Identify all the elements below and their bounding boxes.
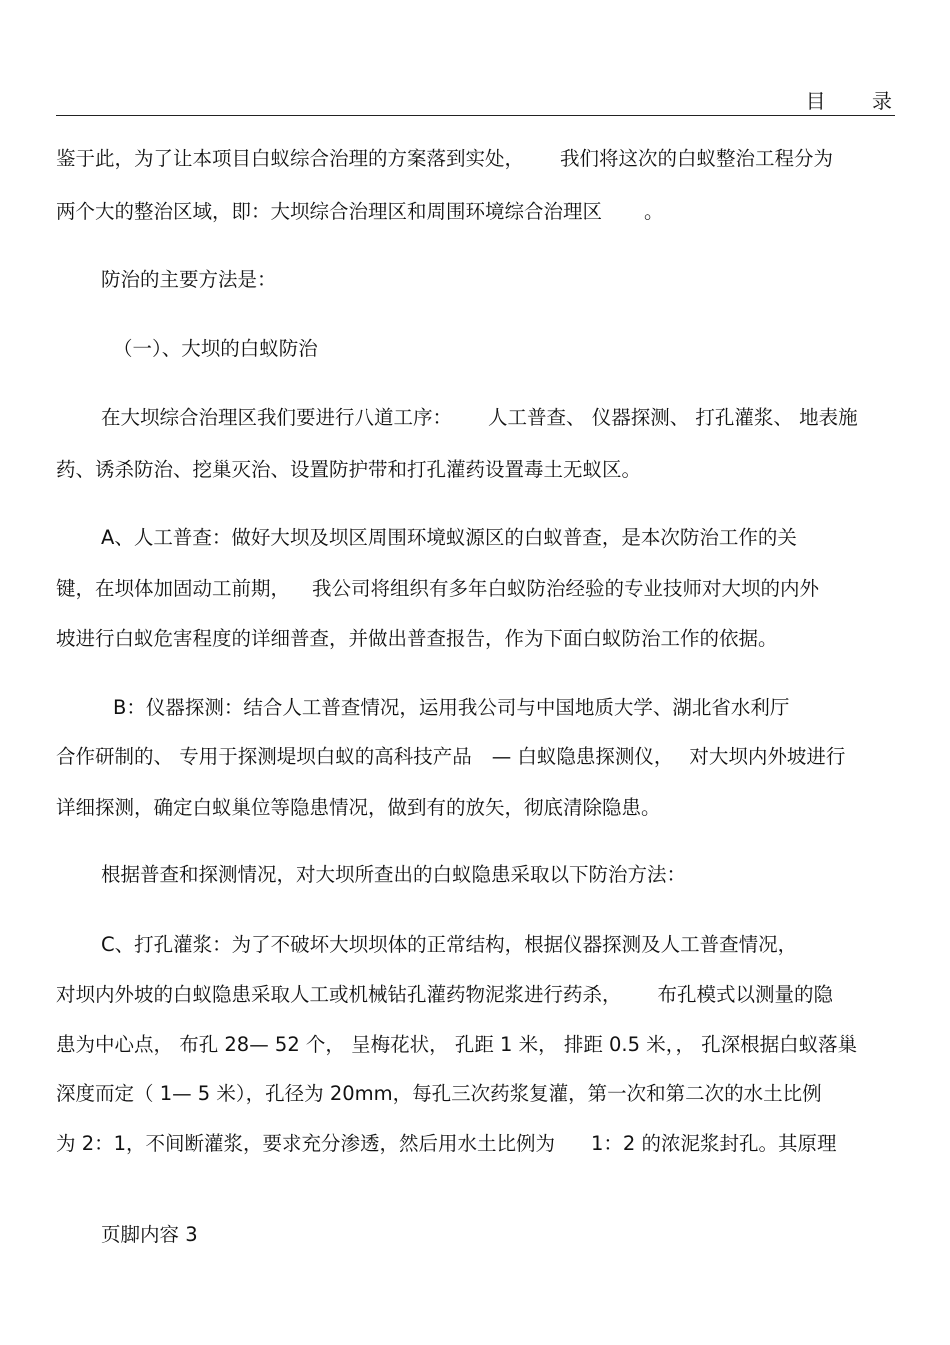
text-segment: 为 2：1，不间断灌浆，要求充分渗透，然后用水土比例为 <box>56 1132 556 1155</box>
paragraph-a-line-3: 坡进行白蚁危害程度的详细普查，并做出普查报告，作为下面白蚁防治工作的依据。 <box>56 627 778 650</box>
text-segment: 鉴于此，为了让本项目白蚁综合治理的方案落到实处， <box>56 147 525 170</box>
header-divider <box>56 115 895 116</box>
paragraph-c-line-5 <box>56 1130 837 1158</box>
text-segment: 人工普查、 仪器探测、 打孔灌浆、 地表施 <box>488 406 858 429</box>
page-header-title: 目 录 <box>805 89 912 113</box>
text-segment: 布孔模式以测量的隐 <box>657 983 834 1006</box>
paragraph-4-line-1 <box>101 404 858 432</box>
page-footer: 页脚内容 3 <box>101 1223 198 1246</box>
paragraph-c-line-1: C、打孔灌浆：为了不破坏大坝坝体的正常结构，根据仪器探测及人工普查情况， <box>101 933 798 956</box>
text-segment: 。 <box>644 200 664 223</box>
paragraph-c-line-3: 患为中心点， 布孔 28— 52 个， 呈梅花状， 孔距 1 米， 排距 0.5 米，， 孔深根据白蚁落巢 <box>56 1033 858 1056</box>
text-segment: 对坝内外坡的白蚁隐患采取人工或机械钻孔灌药物泥浆进行药杀， <box>56 983 622 1006</box>
paragraph-2: 防治的主要方法是： <box>101 268 277 291</box>
paragraph-c-line-2 <box>56 981 833 1009</box>
section-heading-1: （一）、大坝的白蚁防治 <box>113 337 318 360</box>
paragraph-a-line-1: A、人工普查：做好大坝及坝区周围环境蚁源区的白蚁普查，是本次防治工作的关 <box>101 526 797 549</box>
paragraph-b-line-3: 详细探测，确定白蚁巢位等隐患情况，做到有的放矢，彻底清除隐患。 <box>56 796 661 819</box>
paragraph-5: 根据普查和探测情况，对大坝所查出的白蚁隐患采取以下防治方法： <box>101 863 687 886</box>
text-segment: 键，在坝体加固动工前期， <box>56 577 291 600</box>
text-segment: 两个大的整治区域，即：大坝综合治理区和周围环境综合治理区 <box>56 200 603 223</box>
text-segment: 对大坝内外坡进行 <box>689 745 846 768</box>
paragraph-1-line-2 <box>56 198 664 226</box>
paragraph-4-line-2: 药、诱杀防治、挖巢灭治、设置防护带和打孔灌药设置毒土无蚁区。 <box>56 458 642 481</box>
paragraph-a-line-2 <box>56 575 819 603</box>
text-segment: 我公司将组织有多年白蚁防治经验的专业技师对大坝的内外 <box>312 577 820 600</box>
text-segment: 我们将这次的白蚁整治工程分为 <box>560 147 834 170</box>
text-segment: 合作研制的、 专用于探测堤坝白蚁的高科技产品 <box>56 745 472 768</box>
paragraph-c-line-4: 深度而定（ 1— 5 米），孔径为 20mm，每孔三次药浆复灌，第一次和第二次的水土比例 <box>56 1082 822 1105</box>
paragraph-b-line-1: B：仪器探测：结合人工普查情况，运用我公司与中国地质大学、湖北省水利厅 <box>113 696 790 719</box>
text-segment: 在大坝综合治理区我们要进行八道工序： <box>101 406 453 429</box>
paragraph-1-line-1 <box>56 145 833 173</box>
text-segment: 1：2 的浓泥浆封孔。其原理 <box>591 1132 837 1155</box>
paragraph-b-line-2 <box>56 743 845 771</box>
text-segment: — 白蚁隐患探测仪， <box>491 745 674 768</box>
